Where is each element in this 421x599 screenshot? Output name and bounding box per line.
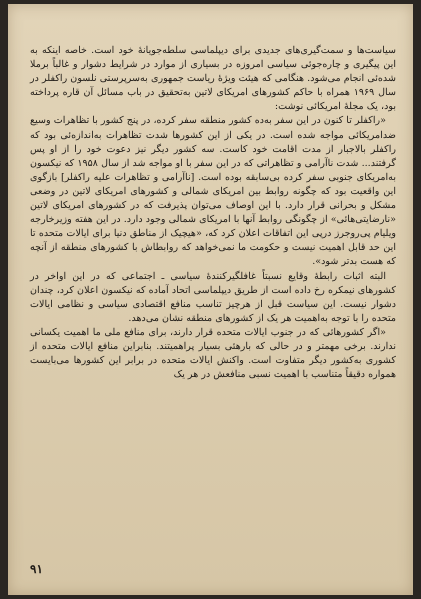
paragraph: «راکفلر تا کنون در این سفر به‌ده کشور منطقه سفر کرده، در پنج کشور با تظاهرات وسیع ضدامریکائی مواجه شده است. در یکی از این کشورها شدت تظاهرات به‌اندازه‌ئی بود که راکفلر بالاجبار از مدت اقامت خود کاست. سه کشور دیگر نیز دعوت خود را از او پس گرفتند... شدت ناآرامی و تظاهراتی که در این سفر با او مواجه شد از سال ۱۹۵۸ که نیکسون به‌امریکای جنوبی سفر کرده بی‌سابقه بوده است. [ناآرامی و تظاهرات علیه راکفلر] بازگوی این واقعیت بود که چگونه روابط بین امریکای شمالی و کشورهای امریکای لاتین در وضعی مشکل و بحرانی قرار دارد. با این اوصاف می‌توان پذیرفت که در کشورهای امریکای لاتین «نارضایتی‌هائی» از چگونگی روابط آنها با امریکای شمالی وجود دارد. در این هفته وزیرخارجه ویلیام پی‌روجرز درپی این اتفاقات اعلان کرد که، «هیچیک از مناطق دنیا برای ایالات متحده تا این حد قابل اهمیت نیست و حکومت ما نمی‌خواهد که روابطاش با کشورهای منطقه از آنچه که هست بدتر شود». xyxy=(30,115,396,268)
book-page xyxy=(8,4,413,595)
page-number: ۹۱ xyxy=(30,562,43,576)
body-text xyxy=(30,44,396,382)
paragraph: البته اثبات رابطهٔ وقایع نسبتاً غافلگیرکنندهٔ سیاسی ـ اجتماعی که در این اواخر در کشورهای نیمکره رخ داده است از طریق دیپلماسی اتحاد آماده که نیکسون اعلان کرد، چندان دشوار نیست. این سیاست قبل از هرچیز تناسب منافع اقتصادی سیاسی و نظامی ایالات متحده را با توجه به‌اهمیت هر یک از کشورهای منطقه نشان می‌دهد. xyxy=(30,270,396,324)
paragraph: «اگر کشورهائی که در جنوب ایالات متحده قرار دارند، برای منافع ملی ما اهمیت یکسانی ندارند. برخی مهمتر و در حالی که بارهئی بسیار پراهمیتند. بنابراین منافع ایالات متحده از کشوری به‌کشور دیگر متفاوت است. واکنش ایالات متحده در برابر این کشورها می‌بایست همواره دقیقاً متناسب با اهمیت نسبی منافعش در هر یک xyxy=(30,326,396,381)
paragraph: سیاست‌ها و سمت‌گیری‌های جدیدی برای دیپلماسی سلطه‌جویانهٔ خود است. خاصه اینکه به این پیگیری و چاره‌جوئی سیاسی امروزه در بسیاری از موارد در شرایط دشوار و غالباً برملا شده‌ئی انجام می‌شود. هنگامی که هیئت ویژهٔ ریاست جمهوری به‌سرپرستی نلسون راکفلر در سال ۱۹۶۹ همراه با حاکم کشورهای امریکای لاتین به‌تحقیق در باب مسائل آن قاره پرداخته بود، یک مجلهٔ امریکائی نوشت: xyxy=(30,45,396,113)
